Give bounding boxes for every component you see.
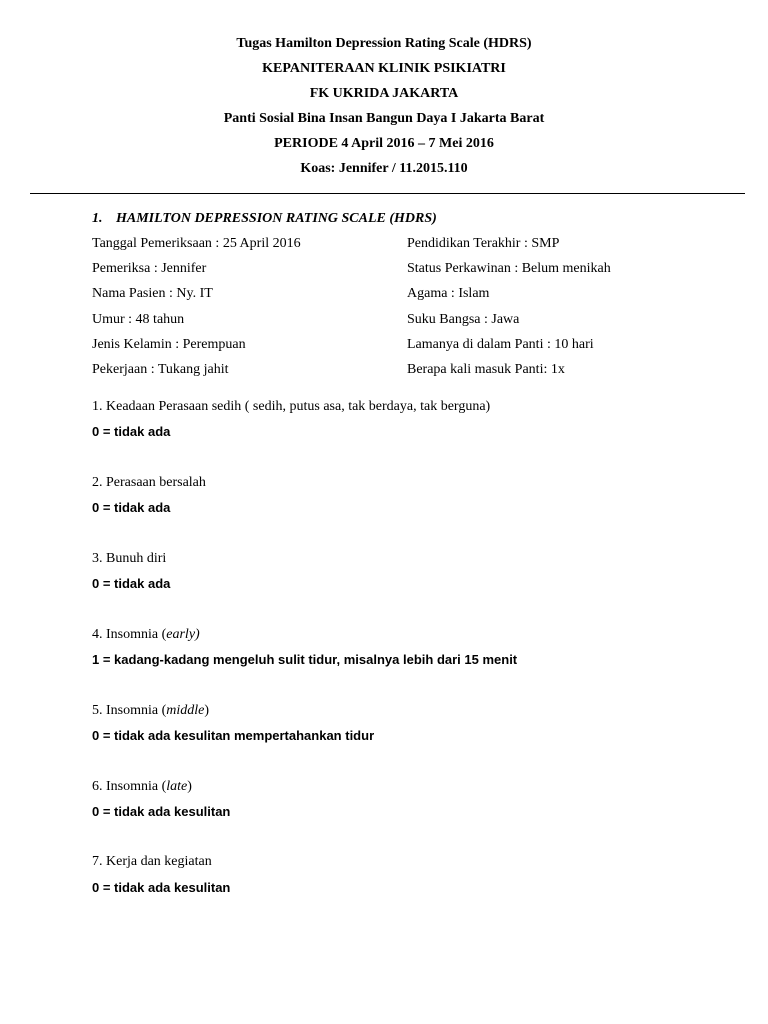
question-suffix: ) — [204, 702, 210, 718]
info-right: Berapa kali masuk Panti: 1x — [407, 361, 565, 377]
question-text: 4. Insomnia ( — [92, 626, 167, 642]
question-italic: middle — [166, 702, 205, 718]
hdrs-item — [92, 849, 732, 899]
header-title: Tugas Hamilton Depression Rating Scale (HDRS) — [236, 36, 532, 51]
info-row — [92, 256, 732, 281]
header-period: PERIODE 4 April 2016 – 7 Mei 2016 — [274, 136, 494, 151]
question-text: 7. Kerja dan kegiatan — [92, 854, 212, 870]
patient-info — [92, 231, 732, 382]
item-question — [92, 849, 732, 874]
info-right: Lamanya di dalam Panti : 10 hari — [407, 336, 594, 352]
info-left: Pekerjaan : Tukang jahit — [92, 361, 229, 377]
header-faculty: FK UKRIDA JAKARTA — [309, 86, 459, 101]
hdrs-item — [92, 394, 732, 444]
question-text: 6. Insomnia ( — [92, 778, 167, 794]
hdrs-item — [92, 546, 732, 596]
header-department: KEPANITERAAN KLINIK PSIKIATRI — [262, 61, 506, 76]
item-question — [92, 546, 732, 571]
info-left: Umur : 48 tahun — [92, 311, 185, 327]
question-italic: late — [166, 778, 188, 794]
info-row — [92, 281, 732, 306]
document-body — [92, 206, 732, 925]
item-answer: 0 = tidak ada kesulitan mempertahankan tidur — [92, 727, 375, 743]
question-text: 1. Keadaan Perasaan sedih ( sedih, putus asa, tak berdaya, tak berguna) — [92, 399, 491, 415]
hdrs-items — [92, 394, 732, 900]
item-question — [92, 622, 732, 647]
info-left: Nama Pasien : Ny. IT — [92, 286, 213, 302]
info-right: Pendidikan Terakhir : SMP — [407, 236, 560, 251]
hdrs-item — [92, 622, 732, 672]
section-title: HAMILTON DEPRESSION RATING SCALE (HDRS) — [116, 211, 437, 226]
header-location: Panti Sosial Bina Insan Bangun Daya I Jakarta Barat — [223, 111, 545, 126]
document-header — [0, 31, 768, 181]
item-answer: 0 = tidak ada — [92, 576, 171, 592]
item-answer: 0 = tidak ada — [92, 500, 171, 516]
question-text: 5. Insomnia ( — [92, 702, 167, 718]
question-suffix: ) — [187, 778, 192, 794]
info-right: Agama : Islam — [407, 286, 490, 302]
item-answer: 1 = kadang-kadang mengeluh sulit tidur, misalnya lebih dari 15 menit — [92, 651, 518, 667]
question-text: 3. Bunuh diri — [92, 550, 167, 566]
info-right: Status Perkawinan : Belum menikah — [407, 261, 611, 277]
item-answer: 0 = tidak ada — [92, 424, 171, 440]
horizontal-divider — [30, 193, 745, 194]
info-row — [92, 231, 732, 256]
item-question — [92, 774, 732, 799]
hdrs-item — [92, 698, 732, 748]
hdrs-item — [92, 774, 732, 824]
info-right: Suku Bangsa : Jawa — [407, 311, 520, 327]
question-text: 2. Perasaan bersalah — [92, 475, 206, 490]
item-question — [92, 394, 732, 419]
info-left: Jenis Kelamin : Perempuan — [92, 336, 246, 352]
item-answer: 0 = tidak ada kesulitan — [92, 879, 231, 895]
info-row — [92, 357, 732, 382]
item-question — [92, 698, 732, 723]
hdrs-item — [92, 470, 732, 520]
item-question — [92, 470, 732, 495]
info-row — [92, 332, 732, 357]
header-student: Koas: Jennifer / 11.2015.110 — [300, 161, 468, 176]
info-row — [92, 307, 732, 332]
section-heading — [92, 206, 732, 231]
info-left: Pemeriksa : Jennifer — [92, 261, 207, 277]
question-italic: early) — [166, 626, 200, 642]
section-number: 1. — [92, 211, 103, 226]
item-answer: 0 = tidak ada kesulitan — [92, 803, 231, 819]
info-left: Tanggal Pemeriksaan : 25 April 2016 — [92, 236, 301, 251]
